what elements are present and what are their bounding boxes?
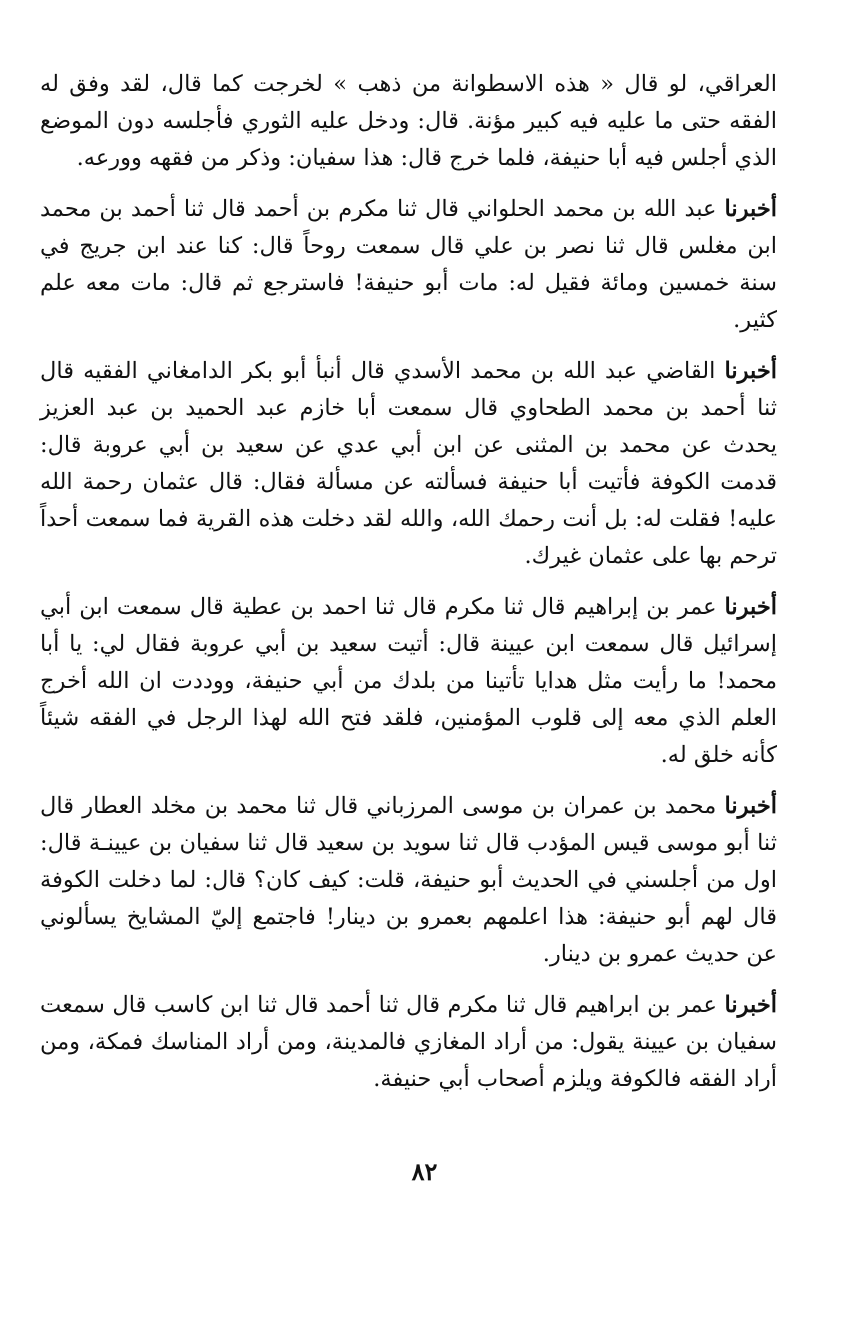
- paragraph: [40, 987, 777, 1098]
- paragraph: [40, 353, 777, 575]
- page-body: [40, 66, 777, 1299]
- paragraph-text: العراقي، لو قال « هذه الاسطوانة من ذهب » لخرجت كما قال، لقد وفق له الفقه حتى ما عليه فيه كبير مؤنة. قال: ودخل عليه الثوري فأجلسه دون الموضع الذي أجلس فيه أبا حنيفة، فلما خرج قال: هذا سفيان: وذكر من فقهه وورعه.: [40, 71, 777, 171]
- paragraph-lead: أخبرنا: [724, 196, 777, 222]
- paragraph: [40, 191, 777, 339]
- paragraph-lead: أخبرنا: [724, 793, 777, 819]
- paragraph-text: محمد بن عمران بن موسى المرزباني قال ثنا محمد بن مخلد العطار قال ثنا أبو موسى قيس المؤدب قال ثنا سويد بن سعيد قال ثنا سفيان بن عيينـة قال: اول من أجلسني في الحديث أبو حنيفة، قلت: كيف كان؟ قال: لما دخلت الكوفة قال لهم أبو حنيفة: هذا اعلمهم بعمرو بن دينار! فاجتمع إليّ المشايخ يسألوني عن حديث عمرو بن دينار.: [40, 793, 777, 967]
- paragraph-text: عمر بن ابراهيم قال ثنا مكرم قال ثنا أحمد قال ثنا ابن كاسب قال سمعت سفيان بن عيينة يقول: من أراد المغازي فالمدينة، ومن أراد المناسك فمكة، ومن أراد الفقه فالكوفة ويلزم أصحاب أبي حنيفة.: [40, 992, 777, 1092]
- page-number: ٨٢: [411, 1157, 438, 1186]
- paragraph: [40, 66, 777, 177]
- paragraph-lead: أخبرنا: [724, 358, 777, 384]
- paragraph: [40, 788, 777, 973]
- paragraph-text: عمر بن إبراهيم قال ثنا مكرم قال ثنا احمد بن عطية قال سمعت ابن أبي إسرائيل قال سمعت ابن عيينة قال: أتيت سعيد بن أبي عروبة فقال لي: يا أبا محمد! ما رأيت مثل هدايا تأتينا من بلدك من أبي حنيفة، ووددت ان الله أخرج العلم الذي معه إلى قلوب المؤمنين، فلقد فتح الله لهذا الرجل في الفقه شيئاً كأنه خلق له.: [40, 594, 777, 768]
- paragraph-text: عبد الله بن محمد الحلواني قال ثنا مكرم بن أحمد قال ثنا أحمد بن محمد ابن مغلس قال ثنا نصر بن علي قال سمعت روحاً قال: كنا عند ابن جريج في سنة خمسين ومائة فقيل له: مات أبو حنيفة! فاسترجع ثم قال: مات معه علم كثير.: [40, 196, 777, 333]
- paragraph-text: القاضي عبد الله بن محمد الأسدي قال أنبأ أبو بكر الدامغاني الفقيه قال ثنا أحمد بن محمد الطحاوي قال سمعت أبا خازم عبد الحميد بن عبد العزيز يحدث عن محمد بن المثنى عن ابن أبي عدي عن سعيد بن أبي عروبة قال: قدمت الكوفة فأتيت أبا حنيفة فسألته عن مسألة فقال: قال عثمان رحمة الله عليه! فقلت له: بل أنت رحمك الله، والله لقد دخلت هذه القرية فما سمعت أحداً ترحم بها على عثمان غيرك.: [40, 358, 777, 569]
- paragraph: [40, 589, 777, 774]
- paragraph-lead: أخبرنا: [724, 594, 777, 620]
- paragraph-lead: أخبرنا: [724, 992, 777, 1018]
